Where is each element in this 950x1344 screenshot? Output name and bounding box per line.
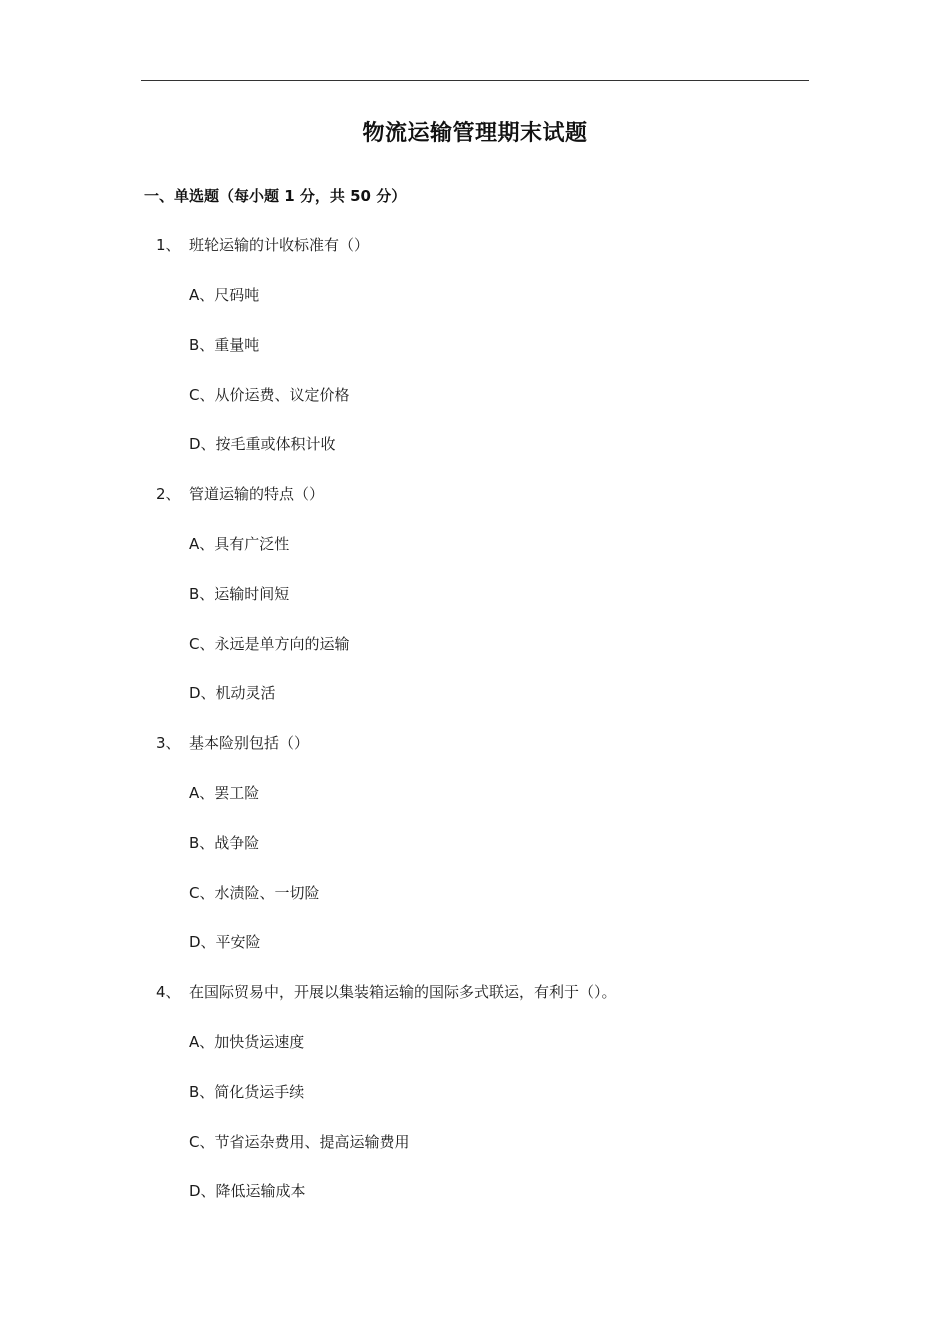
question-text: 在国际贸易中，开展以集装箱运输的国际多式联运，有利于（）。 [189, 983, 617, 1001]
question-4-option-b: B、简化货运手续 [189, 1083, 305, 1101]
question-2-option-c: C、永远是单方向的运输 [189, 635, 350, 653]
question-1-option-c: C、从价运费、议定价格 [189, 386, 350, 404]
question-number: 3、 [156, 734, 181, 752]
question-number: 1、 [156, 236, 181, 254]
question-3 [156, 732, 309, 753]
question-number: 4、 [156, 983, 181, 1001]
question-text: 管道运输的特点（） [189, 485, 325, 503]
question-2-option-d: D、机动灵活 [189, 684, 276, 702]
question-text: 基本险别包括（） [189, 734, 310, 752]
document-title: 物流运输管理期末试题 [362, 120, 588, 146]
question-1 [156, 234, 369, 255]
question-4-option-d: D、降低运输成本 [189, 1182, 306, 1200]
question-number: 2、 [156, 485, 181, 503]
question-2-option-a: A、具有广泛性 [189, 535, 290, 553]
question-3-option-a: A、罢工险 [189, 784, 260, 802]
question-2-option-b: B、运输时间短 [189, 585, 290, 603]
question-4-option-c: C、节省运杂费用、提高运输费用 [189, 1133, 410, 1151]
question-3-option-c: C、水渍险、一切险 [189, 884, 320, 902]
question-4-option-a: A、加快货运速度 [189, 1033, 305, 1051]
question-1-option-b: B、重量吨 [189, 336, 260, 354]
header-rule [141, 80, 809, 81]
question-text: 班轮运输的计收标准有（） [189, 236, 370, 254]
question-2 [156, 483, 324, 504]
question-3-option-b: B、战争险 [189, 834, 260, 852]
section-heading: 一、单选题（每小题 1 分，共 50 分） [144, 187, 407, 205]
question-3-option-d: D、平安险 [189, 933, 261, 951]
question-4 [156, 981, 617, 1002]
question-1-option-d: D、按毛重或体积计收 [189, 435, 336, 453]
question-1-option-a: A、尺码吨 [189, 286, 260, 304]
